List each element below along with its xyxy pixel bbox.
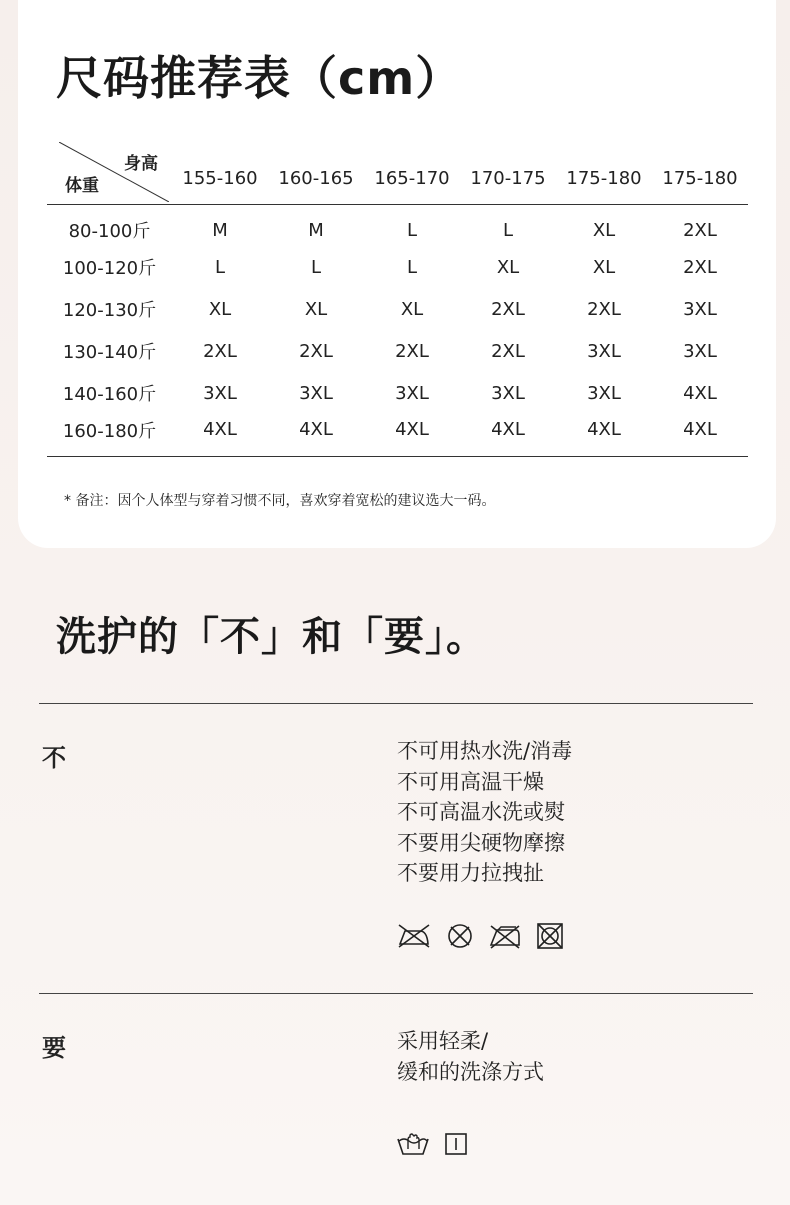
size-cell: 4XL xyxy=(460,414,556,456)
size-cell: XL xyxy=(496,256,520,278)
section-divider xyxy=(39,993,753,994)
size-cell: M xyxy=(308,219,324,241)
no-dry-clean-icon xyxy=(536,922,564,950)
size-cell: 3XL xyxy=(587,382,621,404)
size-cell: 4XL xyxy=(652,414,748,456)
list-item: 缓和的洗涤方式 xyxy=(397,1059,544,1084)
height-column-header: 165-170 xyxy=(364,138,460,204)
care-section-title: 洗护的「不」和「要」。 xyxy=(56,614,487,660)
size-cell: XL xyxy=(592,219,616,241)
size-cell: 2XL xyxy=(395,340,429,362)
weight-row-header: 120-130斤 xyxy=(62,300,157,321)
height-column-header: 175-180 xyxy=(652,138,748,204)
table-row xyxy=(47,372,748,414)
list-item: 不可高温水洗或熨 xyxy=(397,800,565,824)
height-column-header: 170-175 xyxy=(460,138,556,204)
no-tumble-dry-icon xyxy=(446,922,474,950)
size-chart-title: 尺码推荐表（cm） xyxy=(56,51,463,105)
table-row xyxy=(47,288,748,330)
list-item: 不可用高温干燥 xyxy=(397,769,544,794)
height-column-header: 155-160 xyxy=(172,138,268,204)
weight-row-header: 100-120斤 xyxy=(62,258,157,279)
size-cell: 3XL xyxy=(491,382,525,404)
size-cell: 4XL xyxy=(556,414,652,456)
size-cell: XL xyxy=(304,298,328,320)
size-cell: 3XL xyxy=(683,298,717,320)
hand-wash-icon xyxy=(396,1131,430,1157)
size-cell: 2XL xyxy=(683,219,717,241)
size-cell: 2XL xyxy=(203,340,237,362)
dont-list xyxy=(397,736,572,889)
table-corner-cell xyxy=(47,138,172,204)
weight-header-label: 体重 xyxy=(65,175,99,196)
do-care-icons xyxy=(396,1131,468,1157)
do-label: 要 xyxy=(42,1034,66,1062)
no-bleach-icon xyxy=(488,922,522,950)
table-row xyxy=(47,330,748,372)
height-column-header: 160-165 xyxy=(268,138,364,204)
size-cell: 2XL xyxy=(491,340,525,362)
list-item: 采用轻柔/ xyxy=(397,1029,489,1053)
size-cell: L xyxy=(406,219,418,241)
size-cell: 2XL xyxy=(491,298,525,320)
do-list xyxy=(397,1026,544,1087)
size-cell: 4XL xyxy=(172,414,268,456)
table-header-row xyxy=(47,138,748,204)
size-cell: 3XL xyxy=(395,382,429,404)
size-note: * 备注：因个人体型与穿着习惯不同，喜欢穿着宽松的建议选大一码。 xyxy=(64,493,496,509)
size-cell: L xyxy=(214,256,226,278)
size-cell: L xyxy=(310,256,322,278)
table-row xyxy=(47,204,748,246)
table-row xyxy=(47,414,748,456)
no-ironing-icon xyxy=(396,922,432,950)
size-cell: 4XL xyxy=(268,414,364,456)
list-item: 不可用热水洗/消毒 xyxy=(397,739,573,763)
weight-row-header: 130-140斤 xyxy=(62,342,157,363)
size-cell: XL xyxy=(592,256,616,278)
size-cell: 2XL xyxy=(683,256,717,278)
size-cell: 2XL xyxy=(587,298,621,320)
size-cell: XL xyxy=(208,298,232,320)
size-chart-table xyxy=(47,138,748,457)
dont-label: 不 xyxy=(42,744,66,772)
size-cell: 3XL xyxy=(683,340,717,362)
height-column-header: 175-180 xyxy=(556,138,652,204)
size-cell: 3XL xyxy=(587,340,621,362)
table-row xyxy=(47,246,748,288)
size-cell: 4XL xyxy=(683,382,717,404)
dont-care-icons xyxy=(396,922,564,950)
weight-row-header: 80-100斤 xyxy=(68,221,151,243)
size-cell: 3XL xyxy=(299,382,333,404)
size-cell: 2XL xyxy=(299,340,333,362)
size-cell: 3XL xyxy=(203,382,237,404)
size-cell: L xyxy=(406,256,418,278)
size-cell: L xyxy=(502,219,514,241)
list-item: 不要用尖硬物摩擦 xyxy=(397,830,565,855)
line-dry-icon xyxy=(444,1132,468,1156)
section-divider xyxy=(39,703,753,704)
size-cell: XL xyxy=(400,298,424,320)
weight-row-header: 140-160斤 xyxy=(62,384,157,405)
list-item: 不要用力拉拽扯 xyxy=(397,861,544,885)
height-header-label: 身高 xyxy=(124,154,158,174)
weight-row-header: 160-180斤 xyxy=(47,414,172,456)
size-cell: M xyxy=(212,219,228,241)
size-cell: 4XL xyxy=(364,414,460,456)
